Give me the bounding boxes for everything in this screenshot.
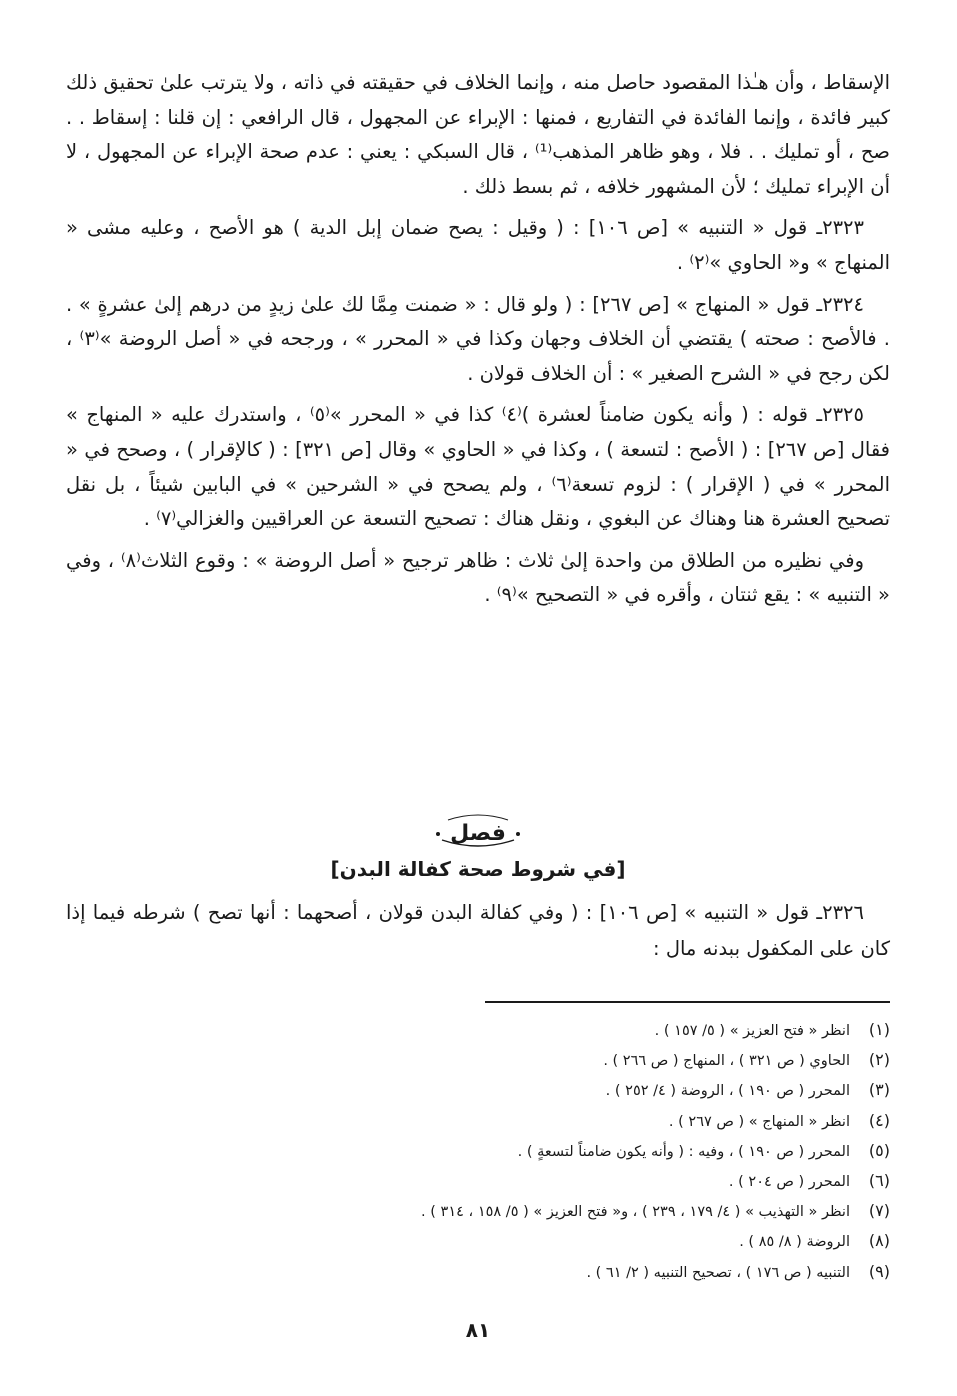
footnote-6 (300, 1166, 890, 1196)
footnote-text: الروضة ( ٨/ ٨٥ ) . (739, 1234, 850, 1251)
paragraph-2326-text: ٢٣٢٦ـ قول « التنبيه » [ص ١٠٦] : ( وفي كفالة البدن قولان ، أصحهما : أنها تصح ) شرطه فيما إذا كان على المكفول ببدنه مال : (66, 901, 890, 960)
paragraph-intro: الإسقاط ، وأن هـٰذا المقصود حاصل منه ، وإنما الخلاف في حقيقته في ذاته ، ولا يترتب علىٰ تحقيق ذلك كبير فائدة ، وإنما الفائدة في التفاريع ، فمنها : الإبراء عن المجهول ، قال الرافعي : إن قلنا : إسقاط . . صح ، أو تمليك . . فلا ، وهو ظاهر المذهب⁽¹⁾ ، قال السبكي : يعني : عدم صحة الإبراء عن المجهول ، لا أن الإبراء تمليك ؛ لأن المشهور خلافه ، ثم بسط ذلك . (66, 71, 890, 198)
footnote-number: (٩) (868, 1261, 890, 1281)
footnotes (300, 1015, 890, 1287)
footnote-9 (300, 1257, 890, 1287)
footnote-number: (٦) (868, 1170, 890, 1190)
fasl-ornament (428, 810, 528, 852)
footnote-text: التنبيه ( ص ١٧٦ ) ، تصحيح التنبيه ( ٢/ ٦١ ) . (586, 1264, 850, 1281)
footnote-separator (485, 1001, 890, 1003)
fasl-text: فصل (450, 821, 506, 846)
paragraph-2324: ٢٣٢٤ـ قول « المنهاج » [ص ٢٦٧] : ( ولو قال : « ضمنت مِمَّا لك علىٰ زيدٍ من درهم إلىٰ عشرةٍ » . . فالأصح : صحته ) يقتضي أن الخلاف وجهان وكذا في « المحرر » ، ورجحه في « أصل الروضة »⁽٣⁾ ، لكن رجح في « الشرح الصغير » : أن الخلاف قولان . (66, 292, 890, 385)
footnote-text: انظر « التهذيب » ( ٤/ ١٧٩ ، ٢٣٩ ) ، و« فتح العزيز » ( ٥/ ١٥٨ ، ٣١٤ ) . (421, 1204, 850, 1221)
page-number: ٨١ (465, 1318, 491, 1342)
footnote-8 (300, 1226, 890, 1256)
footnote-number: (٥) (868, 1140, 890, 1160)
footnote-number: (٤) (868, 1110, 890, 1130)
paragraph-2323: ٢٣٢٣ـ قول « التنبيه » [ص ١٠٦] : ( وقيل : يصح ضمان إبل الدية ) هو الأصح ، وعليه مشى « المنهاج » و« الحاوي »⁽٢⁾ . (66, 216, 890, 274)
footnote-2 (300, 1045, 890, 1075)
footnote-text: المحرر ( ص ١٩٠ ) ، وفيه : ( وأنه يكون ضامناً لتسعةٍ ) . (517, 1143, 850, 1160)
footnote-text: المحرر ( ص ٢٠٤ ) . (728, 1173, 850, 1190)
section-title: [في شروط صحة كفالة البدن] (330, 857, 626, 881)
footnote-text: الحاوي ( ص ٣٢١ ) ، المنهاج ( ص ٢٦٦ ) . (603, 1053, 850, 1070)
footnote-number: (٢) (868, 1050, 890, 1070)
paragraph-2326 (66, 895, 890, 967)
paragraph-talaq: وفي نظيره من الطلاق من واحدة إلىٰ ثلاث : ظاهر ترجيح « أصل الروضة » : وقوع الثلاث⁽٨⁾ ، وفي « التنبيه » : يقع ثنتان ، وأقره في « التصحيح »⁽٩⁾ . (66, 548, 890, 607)
footnote-text: انظر « فتح العزيز » ( ٥/ ١٥٧ ) . (654, 1023, 850, 1039)
footnote-number: (٨) (868, 1231, 890, 1251)
footnote-number: (١) (868, 1020, 890, 1039)
footnote-number: (٣) (868, 1080, 890, 1100)
footnote-number: (٧) (868, 1201, 890, 1221)
footnote-3 (300, 1075, 890, 1105)
footnote-1 (300, 1015, 890, 1045)
footnote-7 (300, 1196, 890, 1226)
footnote-text: المحرر ( ص ١٩٠ ) ، الروضة ( ٤/ ٢٥٢ ) . (605, 1083, 850, 1100)
footnote-text: انظر « المنهاج » ( ص ٢٦٧ ) . (668, 1113, 850, 1130)
main-text (66, 66, 890, 613)
paragraph-2325: ٢٣٢٥ـ قوله : ( وأنه يكون ضامناً لعشرة )⁽٤⁾ كذا في « المحرر »⁽٥⁾ ، واستدرك عليه « المنهاج » فقال [ص ٢٦٧] : ( الأصح : لتسعة ) ، وكذا في « الحاوي » وقال [ص ٣٢١] : ( كالإقرار ) ، وصحح في « المحرر » في ( الإقرار ) : لزوم تسعة⁽٦⁾ ، ولم يصحح في « الشرحين » في البابين شيئاً ، بل نقل تصحيح العشرة هنا وهناك عن البغوي ، ونقل هناك : تصحيح التسعة عن العراقيين والغزالي⁽٧⁾ . (66, 403, 890, 531)
footnote-5 (300, 1136, 890, 1166)
footnote-4 (300, 1106, 890, 1136)
